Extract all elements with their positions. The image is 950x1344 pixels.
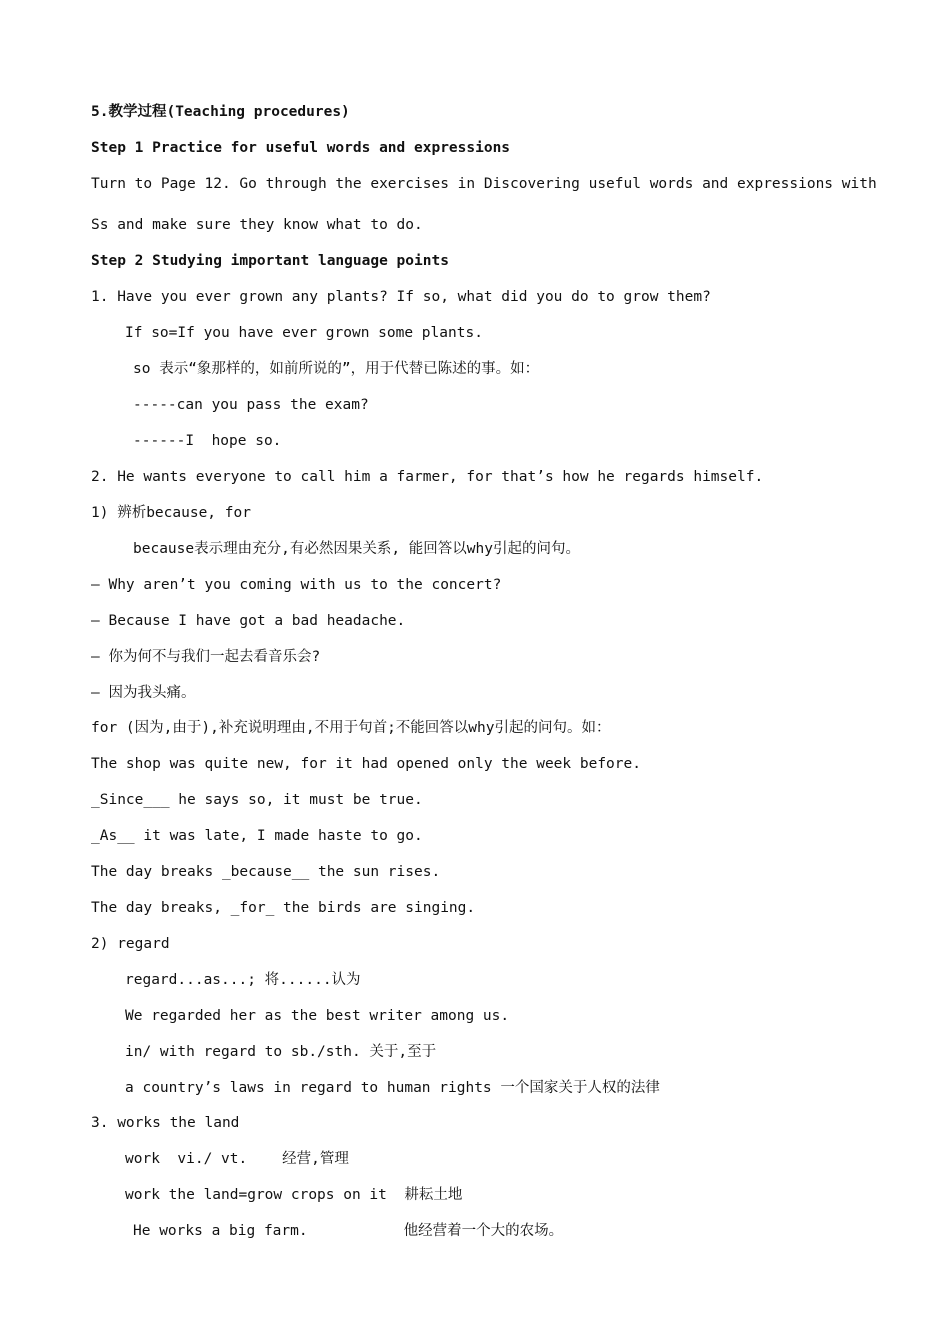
sentence-4: The day breaks _because__ the sun rises. bbox=[91, 864, 441, 880]
example-line1: — Why aren’t you coming with us to the concert? bbox=[91, 577, 502, 593]
work-line1: work vi./ vt. 经营,管理 bbox=[125, 1151, 349, 1167]
example-line4: — 因为我头痛。 bbox=[91, 685, 196, 701]
point2-sub1: 1) 辨析because, for bbox=[91, 505, 251, 521]
work-line2: work the land=grow crops on it 耕耘土地 bbox=[125, 1187, 463, 1203]
example-line2: — Because I have got a bad headache. bbox=[91, 613, 406, 629]
sentence-3: _As__ it was late, I made haste to go. bbox=[91, 828, 423, 844]
regard-line3: in/ with regard to sb./sth. 关于,至于 bbox=[125, 1044, 437, 1060]
step1-title: Step 1 Practice for useful words and expressions bbox=[91, 140, 511, 156]
point1-line4: ------I hope so. bbox=[133, 433, 282, 449]
section-heading: 5.教学过程(Teaching procedures) bbox=[91, 104, 350, 120]
step1-text-line1: Turn to Page 12. Go through the exercises in Discovering useful words and expressions with bbox=[91, 176, 877, 192]
example-line3: — 你为何不与我们一起去看音乐会? bbox=[91, 649, 321, 665]
step2-title: Step 2 Studying important language points bbox=[91, 253, 449, 269]
work-line3: He works a big farm. 他经营着一个大的农场。 bbox=[133, 1223, 564, 1239]
sentence-1: The shop was quite new, for it had opened only the week before. bbox=[91, 756, 641, 772]
point1-line1: If so=If you have ever grown some plants. bbox=[125, 325, 483, 341]
point3-title: 3. works the land bbox=[91, 1115, 240, 1131]
regard-line1: regard...as...; 将......认为 bbox=[125, 972, 361, 988]
sentence-2: _Since___ he says so, it must be true. bbox=[91, 792, 423, 808]
point2-title: 2. He wants everyone to call him a farmer, for that’s how he regards himself. bbox=[91, 469, 764, 485]
point1-line2: so 表示“象那样的，如前所说的”，用于代替已陈述的事。如： bbox=[133, 361, 540, 377]
step1-text-line2: Ss and make sure they know what to do. bbox=[91, 217, 423, 233]
sentence-5: The day breaks, _for_ the birds are singing. bbox=[91, 900, 476, 916]
for-description: for (因为,由于),补充说明理由,不用于句首;不能回答以why引起的问句。如： bbox=[91, 720, 611, 736]
point1-line3: -----can you pass the exam? bbox=[133, 397, 369, 413]
because-description: because表示理由充分,有必然因果关系, 能回答以why引起的问句。 bbox=[133, 541, 580, 557]
regard-line2: We regarded her as the best writer among us. bbox=[125, 1008, 510, 1024]
point2-sub2: 2) regard bbox=[91, 936, 170, 952]
regard-line4: a country’s laws in regard to human rights 一个国家关于人权的法律 bbox=[125, 1080, 660, 1096]
point1-title: 1. Have you ever grown any plants? If so, what did you do to grow them? bbox=[91, 289, 711, 305]
